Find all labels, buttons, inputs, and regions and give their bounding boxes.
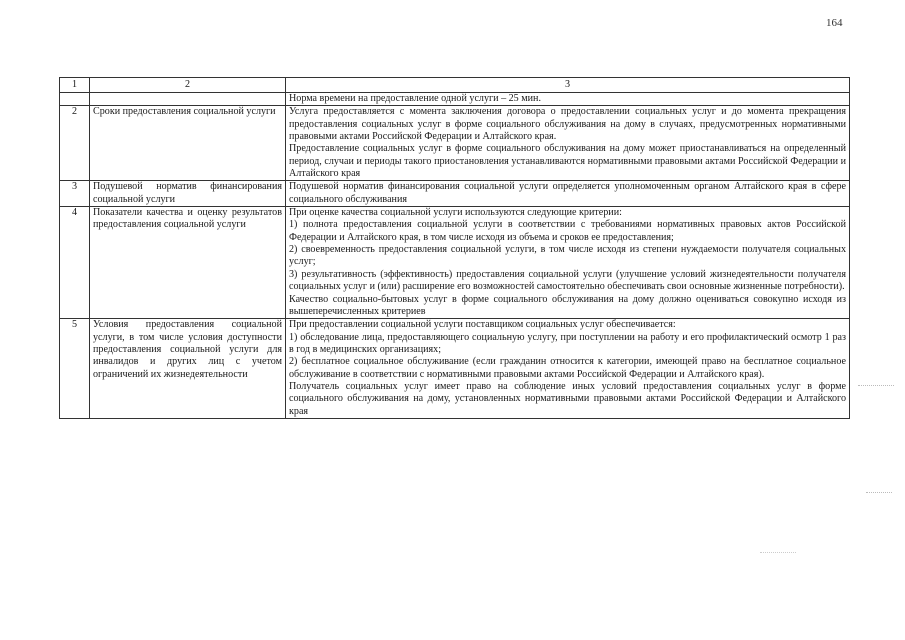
content-paragraph: При предоставлении социальной услуги поставщиком социальных услуг обеспечивается:: [289, 319, 676, 331]
row-number: 2: [60, 106, 90, 181]
row-name: Условия предоставления социальной услуги, в том числе условия доступности предоставления социальной услуги для инвалидов и других лиц с учетом ограничений их жизнедеятельности: [90, 319, 286, 419]
table-body: [60, 78, 850, 419]
content-paragraph: 1) обследование лица, предоставляющего социальную услугу, при поступлении на работу и его профилактический осмотр 1 раз в год в медицинских организациях;: [289, 331, 846, 355]
table-row: [60, 207, 850, 319]
row-number: 3: [60, 181, 90, 207]
content-paragraph: Подушевой норматив финансирования социальной услуги определяется уполномоченным органом Алтайского края в сфере социального обслуживания: [289, 181, 846, 205]
content-paragraph: При оценке качества социальной услуги используются следующие критерии:: [289, 207, 622, 219]
row-name: Сроки предоставления социальной услуги: [90, 106, 286, 181]
table-row: [60, 181, 850, 207]
table-row: [60, 106, 850, 181]
row-number: 4: [60, 207, 90, 319]
content-paragraph: 2) своевременность предоставления социальной услуги, в том числе исходя из степени нуждаемости получателя социальных услуг;: [289, 244, 846, 268]
table-header-row: [60, 78, 850, 93]
row-number: [60, 93, 90, 106]
row-name: Показатели качества и оценку результатов предоставления социальной услуги: [90, 207, 286, 319]
content-paragraph: Услуга предоставляется с момента заключения договора о предоставлении социальных услуг и до момента прекращения предоставления социальных услуг в форме социального обслуживания на дому в случаях, предусмотренных нормативными правовыми актами Российской Федерации и Алтайского края.: [289, 106, 846, 143]
row-content: [286, 93, 850, 106]
header-col-2: 2: [90, 78, 286, 93]
table-row: [60, 93, 850, 106]
services-table: [59, 77, 850, 419]
row-content: [286, 106, 850, 181]
row-content: [286, 181, 850, 207]
row-name: Подушевой норматив финансирования социальной услуги: [90, 181, 286, 207]
scan-mark: [866, 492, 892, 493]
row-content: [286, 207, 850, 319]
row-content: [286, 319, 850, 419]
content-paragraph: 3) результативность (эффективность) предоставления социальной услуги (улучшение условий жизнедеятельности получателя социальных услуг и (или) расширение его возможностей самостоятельно обеспечивать свои основные жизненные потребности).: [289, 268, 846, 293]
content-paragraph: Качество социально-бытовых услуг в форме социального обслуживания на дому должно оцениваться совокупно исходя из вышеперечисленных критериев: [289, 293, 846, 317]
page-number: 164: [826, 17, 843, 29]
row-name: [90, 93, 286, 106]
content-paragraph: Норма времени на предоставление одной услуги – 25 мин.: [289, 93, 541, 104]
row-number: 5: [60, 319, 90, 419]
scan-mark: [760, 552, 796, 553]
content-paragraph: Предоставление социальных услуг в форме социального обслуживания на дому может приостанавливаться на определенный период, случаи и периоды такого приостановления устанавливаются нормативными правовыми актами Российской Федерации и Алтайского края: [289, 143, 846, 180]
table-row: [60, 319, 850, 419]
scan-mark: [858, 385, 894, 386]
header-col-3: 3: [286, 78, 850, 93]
content-paragraph: 1) полнота предоставления социальной услуги в соответствии с требованиями нормативных правовых актов Российской Федерации и Алтайского края, в том числе исходя из объема и сроков ее предоставления;: [289, 219, 846, 243]
content-paragraph: Получатель социальных услуг имеет право на соблюдение иных условий предоставления социальных услуг в форме социального обслуживания на дому, установленных нормативными правовыми актами Российской Федерации и Алтайского края: [289, 380, 846, 417]
header-col-1: 1: [60, 78, 90, 93]
content-paragraph: 2) бесплатное социальное обслуживание (если гражданин относится к категории, имеющей право на бесплатное социальное обслуживание в соответствии с нормативными правовыми актами Российской Федерации и Алтайского края).: [289, 356, 846, 380]
